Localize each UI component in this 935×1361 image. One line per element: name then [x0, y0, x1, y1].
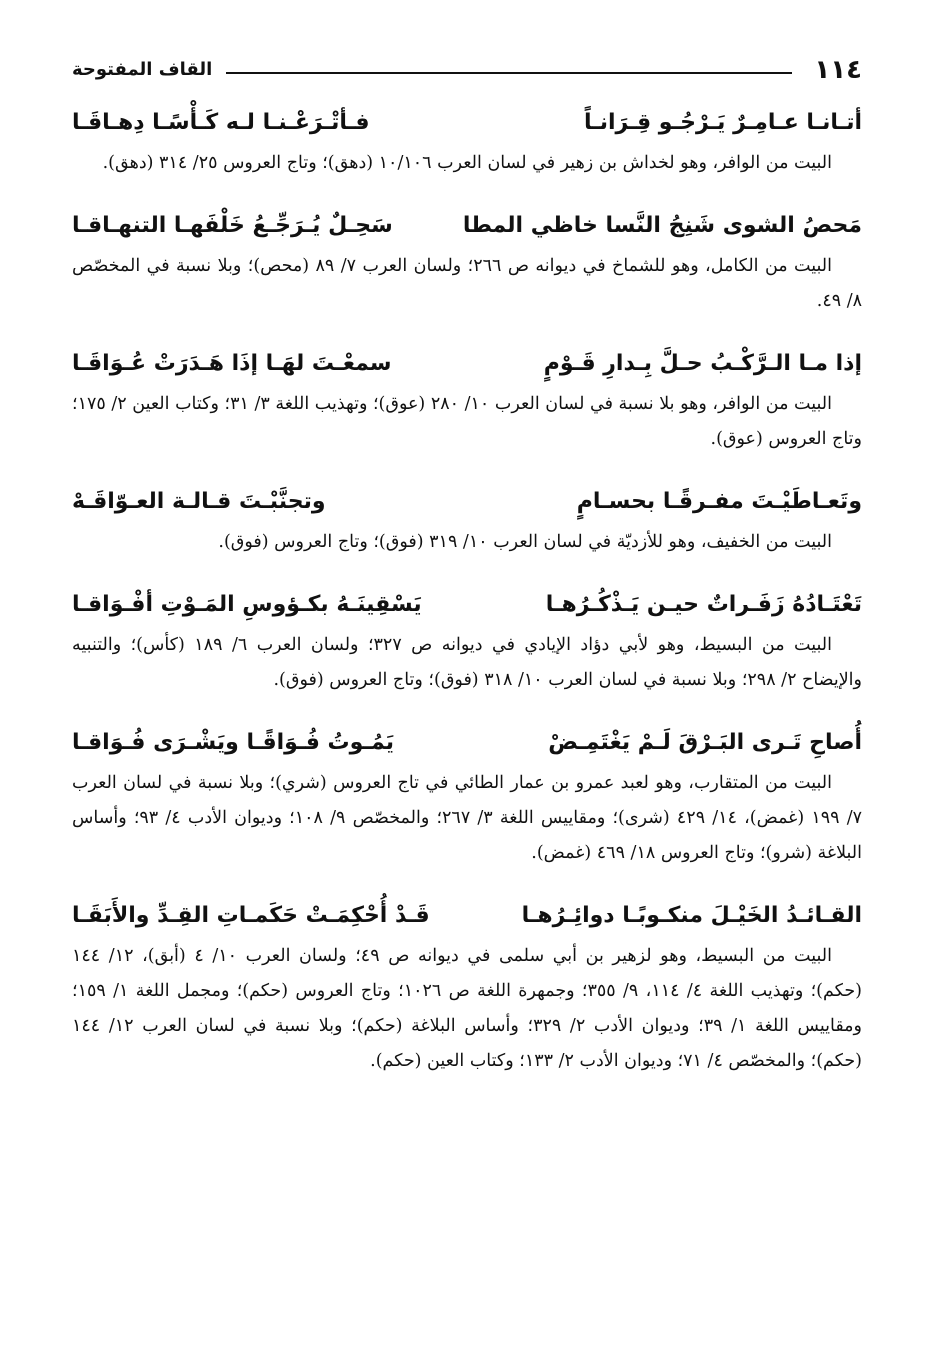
first-hemistich: تَعْتَـادُهُ زَفَـراتٌ حيـن يَـذْكُـرُهـا — [545, 592, 862, 617]
second-hemistich: سمعْـتَ لهَـا إذَا هَـدَرَتْ عُـوَاقَـا — [72, 351, 392, 376]
first-hemistich: أتـانـا عـامِـرٌ يَـرْجُـو قِـرَانـاً — [583, 110, 862, 135]
running-title: القاف المفتوحة — [72, 59, 213, 80]
verse-entry-1 — [72, 100, 862, 181]
verse-note: البيت من الوافر، وهو بلا نسبة في لسان العرب ١٠/ ٢٨٠ (عوق)؛ وتهذيب اللغة ٣/ ٣١؛ وكتاب العين ٢/ ١٧٥؛ وتاج العروس (عوق). — [72, 394, 862, 449]
first-hemistich: مَحصُ الشوى شَنِجُ النَّسا خاظي المطا — [462, 213, 862, 238]
first-hemistich: إذا مـا الـرَّكْـبُ حـلَّ بِـدارِ قَـوْمٍ — [543, 351, 862, 376]
verse-entry-4 — [72, 479, 862, 560]
book-page — [72, 52, 862, 1079]
verse-note: البيت من البسيط، وهو لزهير بن أبي سلمى في ديوانه ص ٤٩؛ ولسان العرب ١٠/ ٤ (أبق)، ١٢/ ١٤٤ (حكم)؛ وتهذيب اللغة ٤/ ١١٤، ٩/ ٣٥٥؛ وجمهرة اللغة ص ١٠٢٦؛ وتاج العروس (حكم)؛ ومجمل اللغة ١/ ١٥٩؛ ومقاييس اللغة ١/ ٣٩؛ وديوان الأدب ٢/ ٣٢٩؛ وأساس البلاغة (حكم)؛ وبلا نسبة في لسان العرب ١٢/ ١٤٤ (حكم)؛ والمخصّص ٤/ ٧١؛ وديوان الأدب ٢/ ١٣٣؛ وكتاب العين (حكم). — [72, 946, 863, 1071]
second-hemistich: يَمُـوتُ فُـوَاقًـا ويَشْـرَى فُـوَاقـا — [72, 730, 394, 755]
page-header — [72, 52, 862, 88]
verse-note: البيت من الخفيف، وهو للأزديّة في لسان العرب ١٠/ ٣١٩ (فوق)؛ وتاج العروس (فوق). — [218, 532, 832, 552]
verse-entry-5 — [72, 582, 862, 698]
verse-line — [72, 100, 862, 146]
verse-line — [72, 203, 862, 249]
second-hemistich: وتجنَّبْـتَ قـالـة العـوّاقَـهْ — [72, 489, 326, 514]
verse-note: البيت من الكامل، وهو للشماخ في ديوانه ص ٢٦٦؛ ولسان العرب ٧/ ٨٩ (محص)؛ وبلا نسبة في المخصّص ٨/ ٤٩. — [72, 256, 862, 311]
verse-note: البيت من المتقارب، وهو لعبد عمرو بن عمار الطائي في تاج العروس (شري)؛ وبلا نسبة في لسان العرب ٧/ ١٩٩ (غمض)، ١٤/ ٤٢٩ (شرى)؛ ومقاييس اللغة ٣/ ٢٦٧؛ والمخصّص ٩/ ١٠٨؛ وديوان الأدب ٤/ ٩٣؛ وأساس البلاغة (شرو)؛ وتاج العروس ١٨/ ٤٦٩ (غمض). — [72, 773, 863, 863]
verse-line — [72, 893, 862, 939]
verse-entry-6 — [72, 720, 862, 871]
verse-entry-3 — [72, 341, 862, 457]
verse-note: البيت من البسيط، وهو لأبي دؤاد الإيادي في ديوانه ص ٣٢٧؛ ولسان العرب ٦/ ١٨٩ (كأس)؛ والتنبيه والإيضاح ٢/ ٢٩٨؛ وبلا نسبة في لسان العرب ١٠/ ٣١٨ (فوق)؛ وتاج العروس (فوق). — [72, 635, 862, 690]
verse-line — [72, 582, 862, 628]
verse-line — [72, 720, 862, 766]
first-hemistich: وتَعـاطَيْـتَ مفـرقًـا بحسـامٍ — [576, 489, 862, 514]
first-hemistich: أُصاحِ تَـرى البَـرْقَ لَـمْ يَغْتَمِـضْ — [548, 730, 862, 755]
verse-line — [72, 341, 862, 387]
second-hemistich: قَـدْ أُحْكِمَـتْ حَكَمـاتِ القِـدِّ والأَبَقَـا — [72, 903, 430, 928]
verse-note: البيت من الوافر، وهو لخداش بن زهير في لسان العرب ١٠/١٠٦ (دهق)؛ وتاج العروس ٢٥/ ٣١٤ (دهق). — [102, 153, 832, 173]
page-number: ١١٤ — [814, 55, 862, 85]
verse-line — [72, 479, 862, 525]
first-hemistich: القـائـدُ الخَيْـلَ منكـوبًـا دوائِـرُهـا — [521, 903, 862, 928]
second-hemistich: سَحِـلٌ يُـرَجِّـعُ خَلْفَهـا التنهـاقـا — [72, 213, 393, 238]
second-hemistich: يَسْقِينَـهُ بكـؤوسِ المَـوْتِ أفْـوَاقـا — [72, 592, 422, 617]
verse-entry-2 — [72, 203, 862, 319]
header-rule — [226, 72, 792, 74]
second-hemistich: فـأتْـرَعْـنـا لـه كَـأْسًـا دِهـاقَـا — [72, 110, 370, 135]
verse-entry-7 — [72, 893, 862, 1079]
